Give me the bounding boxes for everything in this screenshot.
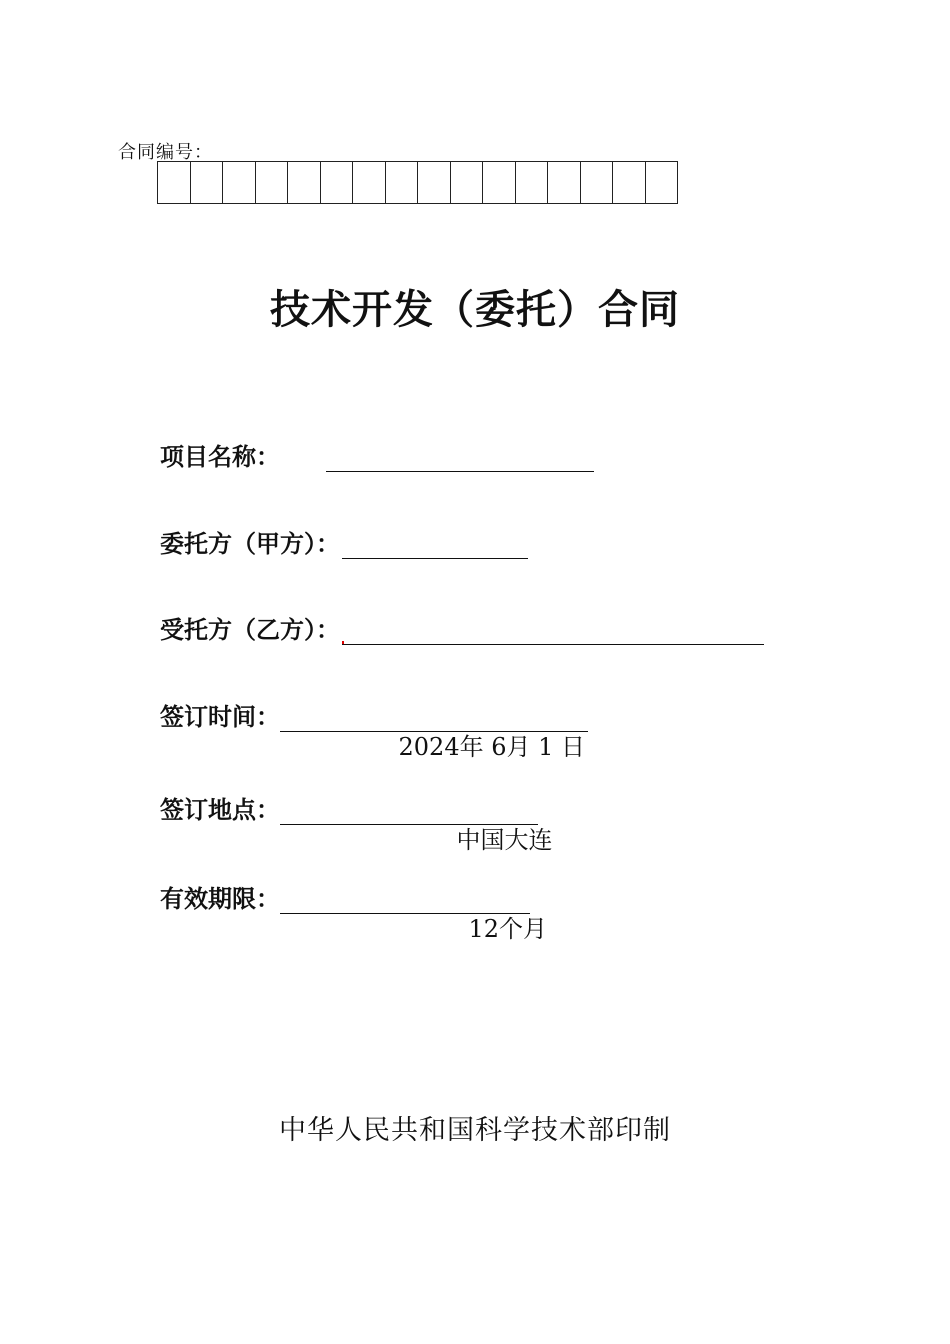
contract-number-box[interactable] [548, 162, 581, 203]
contract-number-box[interactable] [191, 162, 224, 203]
signing-place-field [160, 790, 553, 854]
project-name-field [160, 437, 594, 472]
project-name-input[interactable] [326, 442, 594, 472]
printer-note: 中华人民共和国科学技术部印制 [279, 1115, 671, 1146]
signing-date-label: 签订时间： [160, 703, 280, 731]
contract-number-box[interactable] [353, 162, 386, 203]
client-field [160, 524, 528, 559]
contract-number-box[interactable] [613, 162, 646, 203]
contract-number-box[interactable] [516, 162, 549, 203]
contract-number-label: 合同编号： [118, 142, 213, 163]
contract-number-box[interactable] [158, 162, 191, 203]
client-label: 委托方（甲方）： [160, 530, 340, 558]
cursor-mark [342, 641, 344, 644]
contract-number-box[interactable] [581, 162, 614, 203]
contract-number-box[interactable] [418, 162, 451, 203]
contractor-field [160, 610, 764, 645]
validity-input[interactable] [280, 884, 548, 943]
contract-number-box[interactable] [223, 162, 256, 203]
contract-number-box[interactable] [646, 162, 679, 203]
contract-number-boxes [157, 161, 678, 204]
contract-number-box[interactable] [288, 162, 321, 203]
contract-number-box[interactable] [321, 162, 354, 203]
project-name-label: 项目名称： [160, 443, 280, 471]
signing-place-input[interactable] [280, 795, 553, 854]
contract-number-box[interactable] [386, 162, 419, 203]
validity-field [160, 879, 548, 943]
signing-place-value: 中国大连 [456, 826, 553, 854]
contractor-label: 受托方（乙方）： [160, 616, 340, 644]
contract-number-box[interactable] [483, 162, 516, 203]
document-title: 技术开发（委托）合同 [270, 287, 680, 333]
validity-label: 有效期限： [160, 885, 280, 913]
contract-number-box[interactable] [451, 162, 484, 203]
contractor-input[interactable] [342, 615, 764, 645]
signing-date-value: 2024年 6月 1 日 [398, 733, 586, 761]
signing-place-label: 签订地点： [160, 796, 280, 824]
contract-number-box[interactable] [256, 162, 289, 203]
client-input[interactable] [342, 529, 528, 559]
signing-date-field [160, 697, 588, 761]
validity-value: 12个月 [468, 915, 548, 943]
signing-date-input[interactable] [280, 702, 588, 761]
